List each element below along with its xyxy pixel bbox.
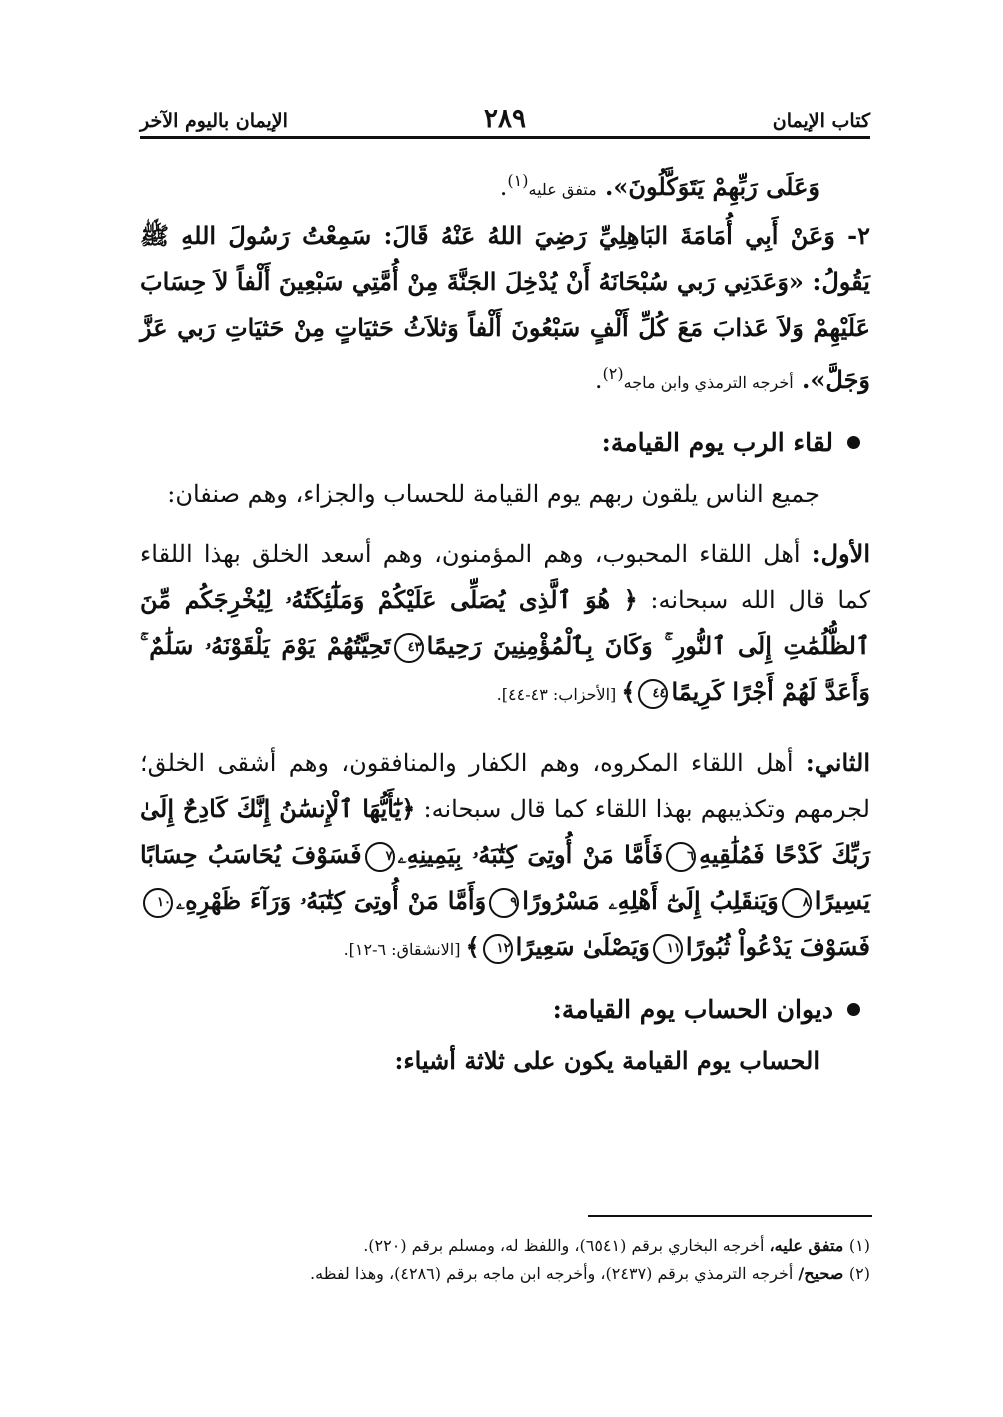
footnote-2-label: صحيح/	[798, 1264, 849, 1283]
footnote-1-label: متفق عليه،	[769, 1236, 849, 1255]
period: .	[499, 173, 508, 201]
first-type-paragraph	[140, 531, 870, 718]
ayah-number-icon: ١٢	[483, 934, 513, 964]
ayah-number-icon: ١١	[653, 934, 683, 964]
ayah-number-icon: ٨	[782, 888, 812, 918]
footnote-1	[140, 1232, 870, 1260]
header-rule	[140, 136, 870, 139]
footnote-ref-2: (٢)	[602, 364, 624, 383]
ayah-number-icon: ٧	[365, 842, 395, 872]
second-type-paragraph	[140, 740, 870, 973]
subheading-paragraph: الحساب يوم القيامة يكون على ثلاثة أشياء:	[394, 1046, 820, 1075]
ayah-number-icon: ٩	[489, 888, 519, 918]
hadith-ending-text: وَعَلَى رَبِّهِمْ يَتَوَكَّلُونَ».	[596, 172, 820, 201]
page-body	[140, 158, 870, 1084]
footnote-1-text: أخرجه البخاري برقم (٦٥٤١)، واللفظ له، ومسلم برقم (٢٢٠).	[363, 1236, 770, 1255]
footnotes	[140, 1232, 870, 1288]
hadith-source: متفق عليه	[528, 180, 597, 199]
period: .	[594, 366, 603, 394]
chapter-title: الإيمان باليوم الآخر	[140, 110, 288, 132]
first-type-label: الأول:	[811, 539, 870, 568]
hadith-2-source: أخرجه الترمذي وابن ماجه	[623, 373, 794, 392]
quran-close-bracket: ﴾	[465, 932, 480, 961]
quran-verse-43: ﴿ هُوَ ٱلَّذِى يُصَلِّى عَلَيْكُمْ وَمَلَٰٓئِكَتُهُۥ لِيُخْرِجَكُم مِّنَ ٱلظُّلُمَٰتِ إِلَى ٱلنُّورِ ۚ وَكَانَ بِٱلْمُؤْمِنِينَ رَحِيمًا	[140, 585, 871, 660]
quran-verse-12: وَيَصْلَىٰ سَعِيرًا	[515, 932, 650, 961]
quran-verse-7: فَأَمَّا مَنْ أُوتِىَ كِتَٰبَهُۥ بِيَمِينِهِۦ	[397, 840, 664, 869]
footnote-ref-1: (١)	[507, 171, 529, 190]
second-type-text: أهل اللقاء المكروه، وهم الكفار والمنافقون، وهم أشقى الخلق؛ لجرمهم وتكذيبهم بهذا اللقاء كما قال سبحانه:	[140, 749, 870, 823]
section-heading-2-text: ديوان الحساب يوم القيامة:	[552, 995, 833, 1024]
quran-verse-44: تَحِيَّتُهُمْ يَوْمَ يَلْقَوْنَهُۥ سَلَٰمٌ ۚ وَأَعَدَّ لَهُمْ أَجْرًا كَرِيمًا	[140, 631, 870, 706]
quran-verse-10: وَأَمَّا مَنْ أُوتِىَ كِتَٰبَهُۥ وَرَآءَ ظَهْرِهِۦ	[176, 886, 487, 915]
hadith-ending	[140, 158, 870, 213]
quran-verse-8: فَسَوْفَ يُحَاسَبُ حِسَابًا يَسِيرًا	[140, 840, 871, 915]
section-heading-1	[140, 428, 870, 457]
ayah-number-icon: ١٠	[143, 888, 173, 918]
page-number: ٢٨٩	[484, 104, 526, 134]
quran-verse-6: ﴿يَٰٓأَيُّهَا ٱلْإِنسَٰنُ إِنَّكَ كَادِحٌ إِلَىٰ رَبِّكَ كَدْحًا فَمُلَٰقِيهِ	[140, 794, 870, 869]
intro-paragraph: جميع الناس يلقون ربهم يوم القيامة للحساب والجزاء، وهم صنفان:	[167, 480, 820, 508]
surah-reference: [الانشقاق: ٦-١٢].	[343, 940, 466, 959]
quran-verse-9: وَيَنقَلِبُ إِلَىٰٓ أَهْلِهِۦ مَسْرُورًا	[522, 886, 779, 915]
surah-reference: [الأحزاب: ٤٣-٤٤].	[496, 685, 622, 704]
footnote-2	[140, 1260, 870, 1288]
footnote-rule	[588, 1215, 872, 1217]
footnote-2-text: أخرجه الترمذي برقم (٢٤٣٧)، وأخرجه ابن ماجه برقم (٤٢٨٦)، وهذا لفظه.	[310, 1264, 799, 1283]
footnote-2-number: (٢)	[848, 1264, 870, 1283]
bullet-icon	[847, 1003, 860, 1016]
ayah-number-icon: ٦	[666, 842, 696, 872]
quran-verse-11: فَسَوْفَ يَدْعُواْ ثُبُورًا	[685, 932, 870, 961]
ayah-number-icon: ٤٤	[638, 679, 668, 709]
hadith-2-text: ٢- وَعَنْ أَبِي أُمَامَةَ البَاهِلِيِّ رَضِيَ اللهُ عَنْهُ قَالَ: سَمِعْتُ رَسُولَ اللهِ ﷺ يَقُولُ: «وَعَدَنِي رَبي سُبْحَانَهُ أَنْ يُدْخِلَ الجَنَّةَ مِنْ أُمَّتِي سَبْعِينَ أَلْفاً لاَ حِسَابَ عَلَيْهِمْ وَلاَ عَذابَ مَعَ كُلِّ أَلْفٍ سَبْعُونَ أَلْفاً وَثلاَثُ حَثيَاتٍ مِنْ حَثيَاتِ رَبي عَزَّ وَجَلَّ».	[140, 221, 870, 394]
first-type-text: أهل اللقاء المحبوب، وهم المؤمنون، وهم أسعد الخلق بهذا اللقاء كما قال الله سبحانه:	[140, 540, 871, 614]
book-title: كتاب الإيمان	[772, 110, 870, 132]
section-heading-1-text: لقاء الرب يوم القيامة:	[601, 428, 833, 457]
quran-close-bracket: ﴾	[621, 677, 636, 706]
section-heading-2	[140, 995, 870, 1024]
footnote-1-number: (١)	[848, 1236, 870, 1255]
bullet-icon	[847, 436, 860, 449]
second-type-label: الثاني:	[805, 748, 870, 777]
hadith-2	[140, 213, 870, 406]
ayah-number-icon: ٤٣	[394, 633, 424, 663]
